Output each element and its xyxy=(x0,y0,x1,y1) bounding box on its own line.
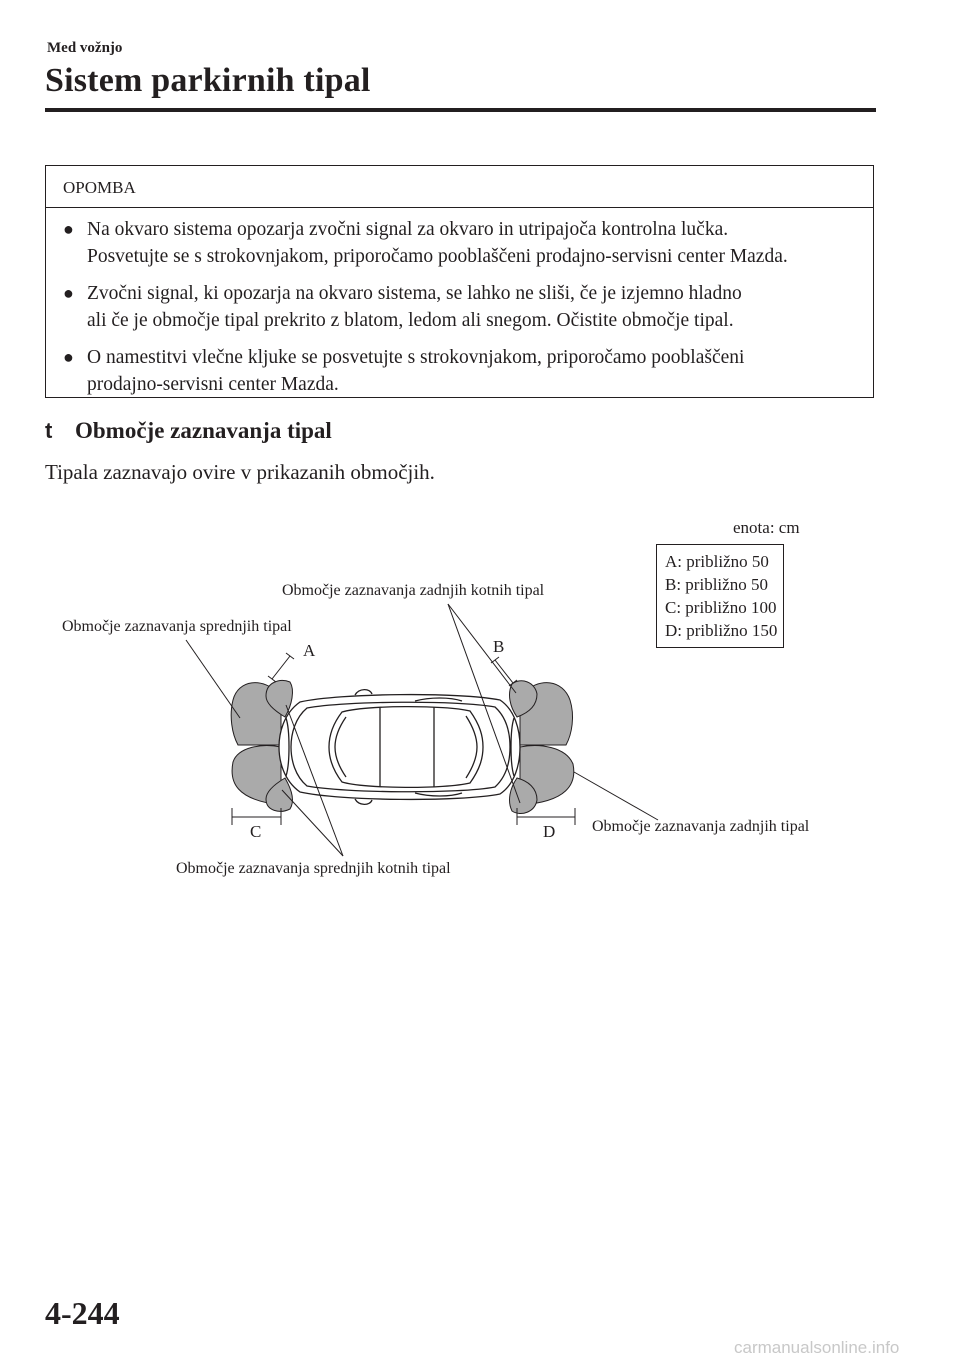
leader-rear-corner xyxy=(448,604,516,693)
page-title: Sistem parkirnih tipal xyxy=(45,62,371,99)
note-line: Na okvaro sistema opozarja zvočni signal za okvaro in utripajoča kontrolna lučka. xyxy=(87,219,729,240)
callout-rear-sensors: Območje zaznavanja zadnjih tipal xyxy=(592,818,810,835)
section-heading-text: Območje zaznavanja tipal xyxy=(75,418,332,443)
legend-row-b: B: približno 50 xyxy=(665,575,768,594)
section-marker-icon: t xyxy=(45,418,53,443)
dimension-letter-c: C xyxy=(250,822,262,841)
car-outline xyxy=(279,690,520,805)
leader-front xyxy=(186,640,240,718)
note-line: Posvetujte se s strokovnjakom, priporočamo pooblaščeni prodajno-servisni center Mazda. xyxy=(87,246,788,267)
dimension-letter-d: D xyxy=(543,822,556,841)
bullet-icon: ● xyxy=(63,283,74,303)
note-line: prodajno-servisni center Mazda. xyxy=(87,374,339,395)
note-line: ali če je območje tipal prekrito z blatom, ledom ali snegom. Očistite območje tipal. xyxy=(87,310,734,331)
note-heading: OPOMBA xyxy=(46,166,873,208)
section-label: Med vožnjo xyxy=(47,40,123,56)
note-line: O namestitvi vlečne kljuke se posvetujte s strokovnjakom, priporočamo pooblaščeni xyxy=(87,347,745,368)
dimension-letter-b: B xyxy=(493,637,505,656)
callout-rear-corner-sensors: Območje zaznavanja zadnjih kotnih tipal xyxy=(282,582,545,599)
legend-row-d: D: približno 150 xyxy=(665,621,778,640)
dim-line-b xyxy=(495,660,513,683)
page-number: 4-244 xyxy=(45,1295,120,1331)
bullet-icon: ● xyxy=(63,219,74,239)
note-line: Zvočni signal, ki opozarja na okvaro sistema, se lahko ne sliši, če je izjemno hladno xyxy=(87,283,742,304)
intro-text: Tipala zaznavajo ovire v prikazanih območjih. xyxy=(45,460,435,484)
callout-front-sensors: Območje zaznavanja sprednjih tipal xyxy=(62,618,292,635)
watermark: carmanualsonline.info xyxy=(734,1338,900,1357)
legend-row-c: C: približno 100 xyxy=(665,598,777,617)
unit-label: enota: cm xyxy=(733,518,800,537)
legend-row-a: A: približno 50 xyxy=(665,552,769,571)
leader-rear xyxy=(574,772,658,820)
leader-front-corner xyxy=(282,790,343,856)
dimension-letter-a: A xyxy=(303,641,316,660)
bullet-icon: ● xyxy=(63,347,74,367)
dim-line-a xyxy=(272,656,290,679)
callout-front-corner-sensors: Območje zaznavanja sprednjih kotnih tipal xyxy=(176,860,451,877)
